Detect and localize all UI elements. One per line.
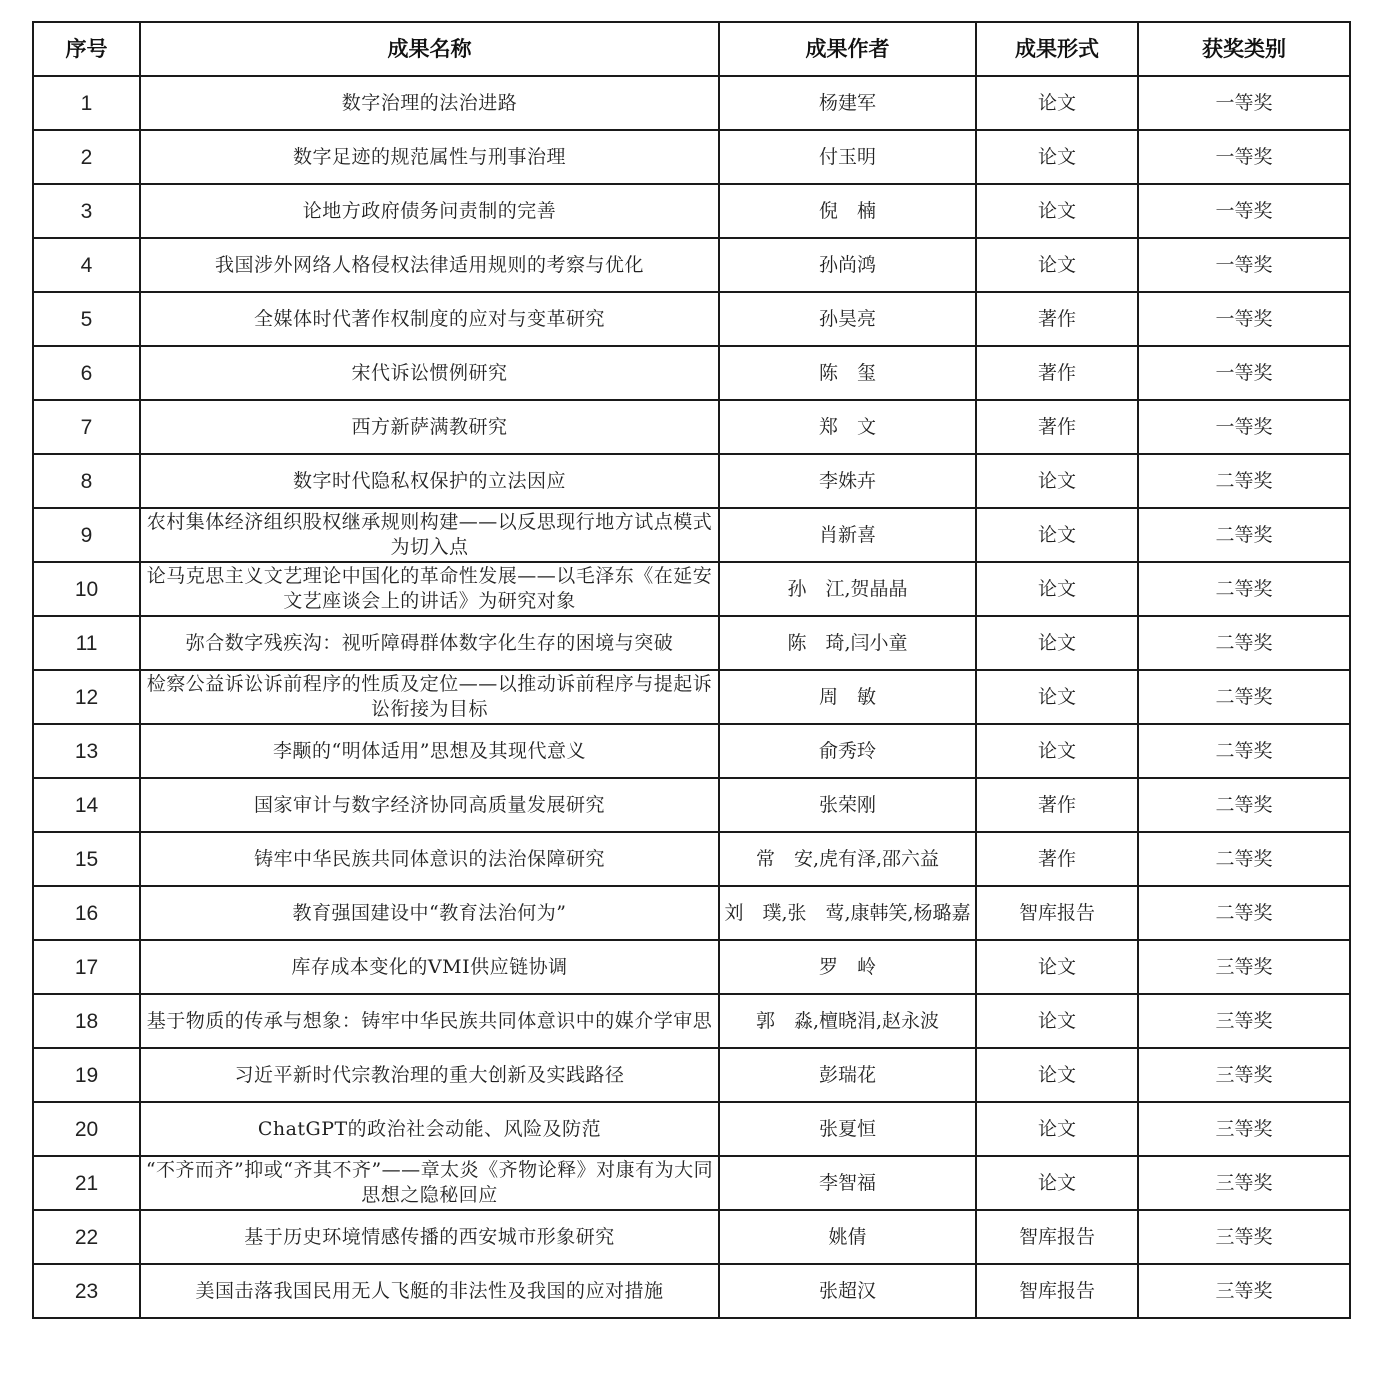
- cell-award: 三等奖: [1138, 1210, 1350, 1264]
- cell-index: 7: [33, 400, 140, 454]
- cell-index: 5: [33, 292, 140, 346]
- table-row: [33, 616, 1350, 670]
- cell-index: 20: [33, 1102, 140, 1156]
- cell-form: 论文: [976, 76, 1138, 130]
- cell-author: 杨建军: [719, 76, 976, 130]
- table-row: [33, 1264, 1350, 1318]
- cell-author: 彭瑞花: [719, 1048, 976, 1102]
- table-row: [33, 994, 1350, 1048]
- cell-index: 11: [33, 616, 140, 670]
- cell-form: 论文: [976, 1102, 1138, 1156]
- table-row: [33, 1048, 1350, 1102]
- cell-author: 李智福: [719, 1156, 976, 1210]
- table-row: [33, 76, 1350, 130]
- cell-form: 智库报告: [976, 1210, 1138, 1264]
- cell-index: 1: [33, 76, 140, 130]
- cell-author: 孙尚鸿: [719, 238, 976, 292]
- cell-award: 三等奖: [1138, 1156, 1350, 1210]
- table-row: [33, 454, 1350, 508]
- cell-title: 数字时代隐私权保护的立法因应: [140, 454, 719, 508]
- cell-form: 著作: [976, 346, 1138, 400]
- cell-title: 数字治理的法治进路: [140, 76, 719, 130]
- cell-author: 常 安,虎有泽,邵六益: [719, 832, 976, 886]
- cell-award: 二等奖: [1138, 778, 1350, 832]
- cell-title: 李颙的“明体适用”思想及其现代意义: [140, 724, 719, 778]
- table-row: [33, 832, 1350, 886]
- cell-index: 3: [33, 184, 140, 238]
- cell-title: 论马克思主义文艺理论中国化的革命性发展——以毛泽东《在延安文艺座谈会上的讲话》为研究对象: [140, 562, 719, 616]
- table-row: [33, 886, 1350, 940]
- cell-title: 库存成本变化的VMI供应链协调: [140, 940, 719, 994]
- cell-title: 检察公益诉讼诉前程序的性质及定位——以推动诉前程序与提起诉讼衔接为目标: [140, 670, 719, 724]
- cell-author: 张夏恒: [719, 1102, 976, 1156]
- cell-index: 9: [33, 508, 140, 562]
- cell-form: 著作: [976, 778, 1138, 832]
- table-row: [33, 508, 1350, 562]
- cell-author: 姚倩: [719, 1210, 976, 1264]
- cell-title: 弥合数字残疾沟：视听障碍群体数字化生存的困境与突破: [140, 616, 719, 670]
- cell-title: 全媒体时代著作权制度的应对与变革研究: [140, 292, 719, 346]
- cell-title: 论地方政府债务问责制的完善: [140, 184, 719, 238]
- cell-title: 基于历史环境情感传播的西安城市形象研究: [140, 1210, 719, 1264]
- cell-form: 论文: [976, 130, 1138, 184]
- cell-award: 一等奖: [1138, 184, 1350, 238]
- header-title: 成果名称: [140, 22, 719, 76]
- table-row: [33, 1210, 1350, 1264]
- cell-award: 二等奖: [1138, 724, 1350, 778]
- cell-title: 教育强国建设中“教育法治何为”: [140, 886, 719, 940]
- cell-title: 数字足迹的规范属性与刑事治理: [140, 130, 719, 184]
- cell-title: 西方新萨满教研究: [140, 400, 719, 454]
- cell-author: 李姝卉: [719, 454, 976, 508]
- cell-award: 三等奖: [1138, 940, 1350, 994]
- cell-form: 论文: [976, 562, 1138, 616]
- cell-index: 13: [33, 724, 140, 778]
- cell-title: 习近平新时代宗教治理的重大创新及实践路径: [140, 1048, 719, 1102]
- table-header-row: [33, 22, 1350, 76]
- cell-form: 论文: [976, 994, 1138, 1048]
- table-row: [33, 292, 1350, 346]
- cell-form: 论文: [976, 454, 1138, 508]
- cell-index: 12: [33, 670, 140, 724]
- cell-award: 一等奖: [1138, 238, 1350, 292]
- award-results-table: [32, 21, 1351, 1319]
- cell-author: 付玉明: [719, 130, 976, 184]
- cell-form: 智库报告: [976, 1264, 1138, 1318]
- cell-title: 基于物质的传承与想象：铸牢中华民族共同体意识中的媒介学审思: [140, 994, 719, 1048]
- cell-index: 14: [33, 778, 140, 832]
- cell-author: 罗 岭: [719, 940, 976, 994]
- cell-form: 著作: [976, 832, 1138, 886]
- cell-index: 23: [33, 1264, 140, 1318]
- cell-author: 陈 玺: [719, 346, 976, 400]
- cell-index: 19: [33, 1048, 140, 1102]
- cell-index: 6: [33, 346, 140, 400]
- cell-form: 论文: [976, 1156, 1138, 1210]
- table-row: [33, 130, 1350, 184]
- cell-index: 17: [33, 940, 140, 994]
- cell-award: 二等奖: [1138, 670, 1350, 724]
- table-row: [33, 346, 1350, 400]
- cell-index: 15: [33, 832, 140, 886]
- cell-award: 二等奖: [1138, 616, 1350, 670]
- cell-author: 郑 文: [719, 400, 976, 454]
- cell-index: 8: [33, 454, 140, 508]
- table-row: [33, 778, 1350, 832]
- cell-award: 二等奖: [1138, 562, 1350, 616]
- table-row: [33, 1156, 1350, 1210]
- cell-title: “不齐而齐”抑或“齐其不齐”——章太炎《齐物论释》对康有为大同思想之隐秘回应: [140, 1156, 719, 1210]
- cell-award: 二等奖: [1138, 454, 1350, 508]
- cell-author: 郭 淼,檀晓涓,赵永波: [719, 994, 976, 1048]
- cell-index: 4: [33, 238, 140, 292]
- cell-title: 我国涉外网络人格侵权法律适用规则的考察与优化: [140, 238, 719, 292]
- table-row: [33, 940, 1350, 994]
- table-row: [33, 562, 1350, 616]
- cell-author: 陈 琦,闫小童: [719, 616, 976, 670]
- cell-author: 孙 江,贺晶晶: [719, 562, 976, 616]
- table-row: [33, 724, 1350, 778]
- cell-award: 一等奖: [1138, 346, 1350, 400]
- cell-title: 铸牢中华民族共同体意识的法治保障研究: [140, 832, 719, 886]
- cell-award: 三等奖: [1138, 994, 1350, 1048]
- cell-author: 刘 璞,张 莺,康韩笑,杨璐嘉: [719, 886, 976, 940]
- cell-award: 一等奖: [1138, 130, 1350, 184]
- header-award: 获奖类别: [1138, 22, 1350, 76]
- cell-author: 倪 楠: [719, 184, 976, 238]
- cell-index: 22: [33, 1210, 140, 1264]
- cell-index: 16: [33, 886, 140, 940]
- cell-index: 10: [33, 562, 140, 616]
- cell-form: 论文: [976, 724, 1138, 778]
- table-body: [33, 76, 1350, 1318]
- cell-index: 21: [33, 1156, 140, 1210]
- cell-award: 二等奖: [1138, 832, 1350, 886]
- cell-title: 国家审计与数字经济协同高质量发展研究: [140, 778, 719, 832]
- cell-title: 农村集体经济组织股权继承规则构建——以反思现行地方试点模式为切入点: [140, 508, 719, 562]
- cell-form: 论文: [976, 670, 1138, 724]
- table-row: [33, 400, 1350, 454]
- cell-form: 智库报告: [976, 886, 1138, 940]
- table-row: [33, 1102, 1350, 1156]
- cell-form: 论文: [976, 1048, 1138, 1102]
- cell-index: 2: [33, 130, 140, 184]
- cell-award: 一等奖: [1138, 400, 1350, 454]
- cell-award: 一等奖: [1138, 292, 1350, 346]
- table-row: [33, 670, 1350, 724]
- cell-author: 张超汉: [719, 1264, 976, 1318]
- cell-title: 美国击落我国民用无人飞艇的非法性及我国的应对措施: [140, 1264, 719, 1318]
- cell-award: 二等奖: [1138, 886, 1350, 940]
- header-form: 成果形式: [976, 22, 1138, 76]
- table-row: [33, 238, 1350, 292]
- cell-award: 三等奖: [1138, 1048, 1350, 1102]
- table-row: [33, 184, 1350, 238]
- cell-award: 三等奖: [1138, 1264, 1350, 1318]
- cell-award: 三等奖: [1138, 1102, 1350, 1156]
- cell-author: 俞秀玲: [719, 724, 976, 778]
- cell-title: 宋代诉讼惯例研究: [140, 346, 719, 400]
- cell-form: 论文: [976, 238, 1138, 292]
- cell-form: 论文: [976, 184, 1138, 238]
- cell-author: 张荣刚: [719, 778, 976, 832]
- cell-form: 著作: [976, 400, 1138, 454]
- cell-award: 一等奖: [1138, 76, 1350, 130]
- cell-form: 论文: [976, 616, 1138, 670]
- cell-form: 论文: [976, 940, 1138, 994]
- cell-form: 论文: [976, 508, 1138, 562]
- cell-title: ChatGPT的政治社会动能、风险及防范: [140, 1102, 719, 1156]
- cell-award: 二等奖: [1138, 508, 1350, 562]
- cell-form: 著作: [976, 292, 1138, 346]
- header-author: 成果作者: [719, 22, 976, 76]
- header-index: 序号: [33, 22, 140, 76]
- cell-author: 孙昊亮: [719, 292, 976, 346]
- cell-author: 周 敏: [719, 670, 976, 724]
- cell-author: 肖新喜: [719, 508, 976, 562]
- cell-index: 18: [33, 994, 140, 1048]
